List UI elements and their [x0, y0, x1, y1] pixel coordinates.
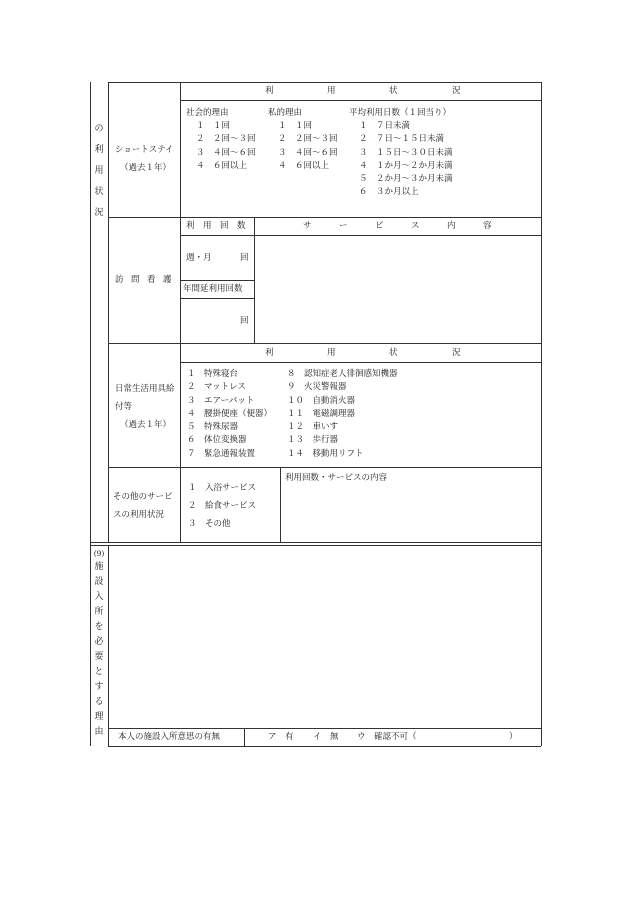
- equipment-header-line: [180, 362, 541, 363]
- side-label-reason: (9) 施 設 入 所 を 必 要 と す る 理 由: [93, 549, 105, 737]
- label-col-line: [108, 82, 109, 542]
- equipment-label-1: 日常生活用具給: [115, 384, 175, 394]
- private-reason-list: [278, 120, 338, 173]
- equipment-list-2: [287, 368, 398, 461]
- intention-top-line: [108, 728, 541, 729]
- other-service-detail-label: 利用回数・サービスの内容: [285, 473, 388, 483]
- avg-days-item: ２ ７日～１５日未満: [359, 134, 445, 145]
- equipment-item: ８ 認知症老人徘徊感知機器: [287, 369, 398, 379]
- intention-close-paren: ）: [509, 732, 518, 742]
- shortstay-header-3: 状: [389, 86, 398, 96]
- shortstay-label: ショートステイ: [115, 145, 174, 155]
- nursing-label-4: 護: [163, 275, 172, 285]
- frame-bottom-line: [108, 746, 541, 747]
- nursing-header-line: [180, 235, 541, 236]
- frame-right-line: [541, 82, 542, 746]
- shortstay-bottom-line: [108, 217, 541, 218]
- equipment-item: １１ 電磁調理器: [287, 408, 356, 419]
- avg-days-item: ５ ２か月～３か月未満: [359, 174, 453, 185]
- intention-col-line: [244, 728, 245, 746]
- shortstay-header-1: 利: [265, 86, 274, 96]
- nursing-label-2: 問: [131, 275, 140, 285]
- private-reason-item: ２ ２回～３回: [278, 134, 338, 145]
- equipment-list-1: [187, 368, 272, 461]
- annual-count-label: 年間延利用回数: [183, 284, 243, 294]
- equipment-item: ７ 緊急通報装置: [187, 448, 256, 459]
- nursing-mid-line2: [180, 298, 254, 299]
- annual-count-times: 回: [240, 316, 249, 326]
- shortstay-header-4: 況: [452, 86, 461, 96]
- equipment-item: １２ 車いす: [287, 422, 339, 433]
- other-services-label-1: その他のサービ: [113, 492, 173, 502]
- equipment-header-2: 用: [327, 348, 336, 358]
- other-service-option-3: ３ その他: [188, 519, 231, 529]
- shortstay-period: （過去１年）: [120, 163, 172, 173]
- section-divider-1: [90, 542, 541, 543]
- other-service-option-1: １ 入浴サービス: [188, 483, 257, 493]
- frame-left-line: [90, 82, 91, 746]
- nursing-label-3: 看: [147, 275, 156, 285]
- avg-days-item: ４ １か月～２か月未満: [359, 160, 453, 171]
- unconfirmable-detail-field[interactable]: [425, 731, 507, 744]
- private-reason-item: １ １回: [278, 121, 313, 131]
- nursing-service-h3: ビ: [375, 221, 384, 231]
- other-service-option-2: ２ 給食サービス: [188, 501, 257, 511]
- shortstay-inner-line: [180, 82, 181, 542]
- nursing-bottom-line: [108, 343, 541, 344]
- equipment-item: １０ 自動消火器: [287, 395, 356, 406]
- intention-label: 本人の施設入所意思の有無: [118, 732, 221, 742]
- other-services-label-2: スの利用状況: [113, 510, 165, 520]
- avg-days-item: ６ ３か月以上: [359, 187, 419, 198]
- private-reason-title: 私的理由: [268, 108, 303, 118]
- social-reason-item: ２ ２回～３回: [196, 134, 256, 145]
- equipment-header-1: 利: [265, 348, 274, 358]
- equipment-item: １３ 歩行器: [287, 435, 339, 446]
- intention-option-unconfirmable[interactable]: ウ 確認不可（: [357, 732, 417, 742]
- equipment-item: ６ 体位変換器: [187, 435, 247, 446]
- equipment-item: ５ 特殊尿器: [187, 422, 239, 433]
- intention-option-yes[interactable]: ア 有: [268, 732, 294, 742]
- side-label-usage: の 利 用 状 況: [94, 124, 104, 218]
- equipment-bottom-line: [108, 467, 541, 468]
- nursing-service-h6: 容: [483, 221, 492, 231]
- avg-days-item: ３ １５日～３０日未満: [359, 147, 453, 158]
- avg-days-item: １ ７日未満: [359, 121, 411, 131]
- nursing-service-h1: サ: [303, 221, 312, 231]
- other-col-line: [280, 467, 281, 542]
- equipment-label-2: 付等: [115, 402, 133, 412]
- intention-option-no[interactable]: イ 無: [313, 732, 339, 742]
- equipment-period: （過去１年）: [120, 420, 172, 430]
- social-reason-item: １ １回: [196, 121, 231, 131]
- nursing-mid-line1: [180, 280, 254, 281]
- equipment-item: １４ 移動用リフト: [287, 448, 364, 459]
- equipment-item: ３ エアーパット: [187, 395, 255, 406]
- equipment-item: ４ 腰掛便座（便器）: [187, 408, 273, 419]
- social-reason-item: ３ ４回～６回: [196, 147, 256, 158]
- shortstay-header-2: 用: [327, 86, 336, 96]
- admission-reason-field[interactable]: [110, 547, 540, 727]
- private-reason-item: ４ ６回以上: [278, 160, 330, 171]
- section-divider-2: [90, 545, 541, 546]
- shortstay-header-line: [180, 100, 541, 101]
- equipment-item: ２ マットレス: [187, 382, 246, 393]
- private-reason-item: ３ ４回～６回: [278, 147, 338, 158]
- equipment-item: ９ 火災警報器: [287, 382, 347, 393]
- social-reason-list: [196, 120, 256, 173]
- equipment-header-3: 状: [389, 348, 398, 358]
- week-month-label: 週・月: [186, 253, 212, 263]
- avg-days-list: [359, 120, 453, 200]
- label-col-line-bottom: [108, 545, 109, 746]
- nursing-service-h4: ス: [411, 221, 420, 231]
- frame-top-line: [108, 82, 541, 83]
- social-reason-item: ４ ６回以上: [196, 160, 248, 171]
- nursing-label-1: 訪: [115, 275, 124, 285]
- social-reason-title: 社会的理由: [186, 108, 229, 118]
- avg-days-title: 平均利用日数（１回当り）: [349, 108, 452, 118]
- equipment-item: １ 特殊寝台: [187, 369, 239, 379]
- week-month-times: 回: [240, 253, 249, 263]
- nursing-service-h2: ー: [339, 221, 348, 231]
- equipment-header-4: 況: [452, 348, 461, 358]
- nursing-count-header: 利 用 回 数: [186, 221, 246, 231]
- nursing-service-h5: 内: [447, 221, 456, 231]
